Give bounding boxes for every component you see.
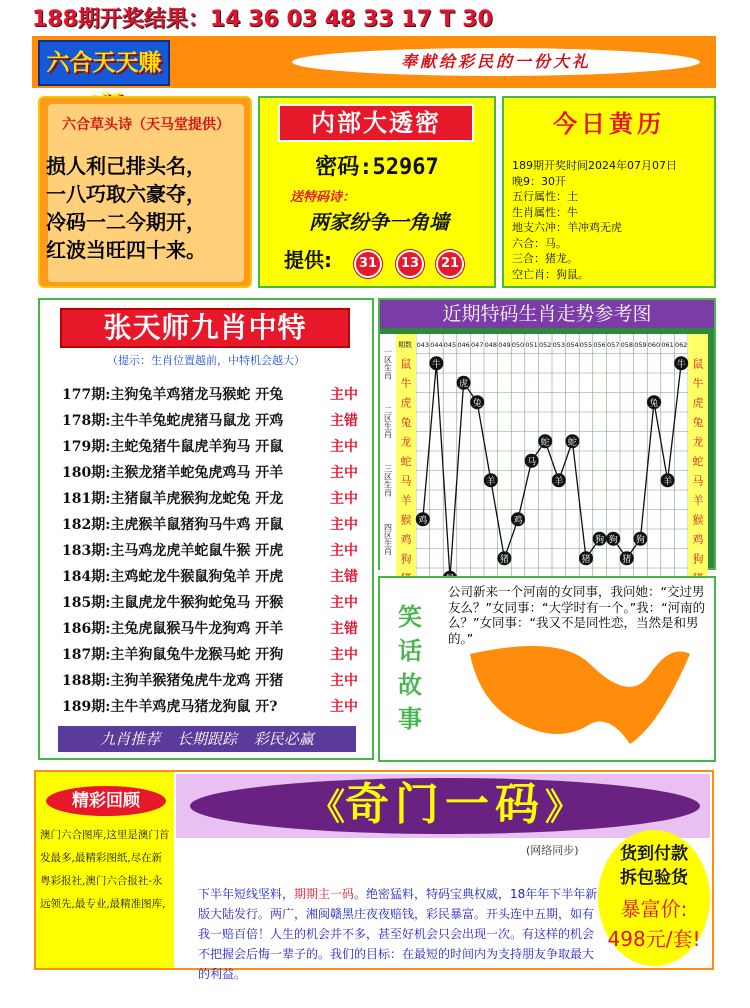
point-label: 猪 bbox=[622, 554, 632, 565]
x-tick-label: 055 bbox=[579, 341, 593, 349]
row-open: 开猪 bbox=[255, 673, 284, 689]
row-issue: 179期: bbox=[62, 439, 111, 455]
row-open: 开狗 bbox=[255, 647, 284, 663]
poem-line: 损人利己排头名， bbox=[46, 154, 206, 178]
number-ball: 21 bbox=[436, 250, 464, 278]
left-category-label: 兔 bbox=[400, 416, 412, 429]
row-result: 主中 bbox=[330, 387, 358, 403]
x-tick-label: 057 bbox=[606, 341, 620, 349]
row-result: 主中 bbox=[330, 543, 358, 559]
number-ball: 31 bbox=[354, 250, 382, 278]
right-category-label: 鼠 bbox=[692, 357, 704, 371]
x-tick-label: 045 bbox=[443, 341, 457, 349]
secret-code: 密码:52967 bbox=[315, 155, 439, 180]
x-tick-label: 060 bbox=[647, 341, 661, 349]
left-category-label: 龙 bbox=[400, 435, 412, 449]
trend-chart bbox=[380, 330, 714, 568]
prediction-row bbox=[62, 590, 372, 616]
row-picks: 主马鸡龙虎羊蛇鼠牛猴 bbox=[110, 543, 251, 559]
right-category-label: 马 bbox=[692, 474, 704, 488]
row-issue: 185期: bbox=[62, 595, 111, 611]
banner-title: 奇门一码 bbox=[345, 779, 545, 830]
row-picks: 主牛羊鸡虎马猪龙狗鼠 bbox=[110, 699, 251, 715]
prediction-row bbox=[62, 460, 372, 486]
row-result: 主中 bbox=[330, 439, 358, 455]
right-category-label: 鸡 bbox=[692, 533, 704, 546]
x-tick-label: 044 bbox=[430, 341, 443, 349]
row-open: 开虎 bbox=[255, 569, 284, 585]
almanac-title: 今日黄历 bbox=[553, 109, 665, 138]
x-tick-label: 061 bbox=[661, 341, 674, 349]
row-picks: 主蛇兔猪牛鼠虎羊狗马 bbox=[110, 439, 251, 455]
point-label: 鸡 bbox=[513, 515, 523, 526]
right-category-label: 狗 bbox=[692, 552, 704, 566]
header-slogan: 奉献给彩民的一份大礼 bbox=[292, 48, 700, 76]
poem-lines bbox=[46, 152, 256, 264]
story-title: 笑话故事 bbox=[398, 602, 422, 733]
row-picks: 主狗兔羊鸡猪龙马猴蛇 bbox=[110, 387, 251, 403]
side-group-label: 一区生肖 bbox=[383, 347, 393, 380]
row-picks: 主鼠虎龙牛猴狗蛇兔马 bbox=[110, 595, 251, 611]
price-label: 暴富价: bbox=[620, 897, 688, 921]
row-issue: 183期: bbox=[62, 543, 111, 559]
draw-result-banner: 188期开奖结果：14 36 03 48 33 17 T 30 bbox=[32, 7, 493, 32]
prediction-row bbox=[62, 486, 372, 512]
left-category-label: 马 bbox=[400, 474, 412, 488]
point-label: 蛇 bbox=[540, 437, 550, 448]
row-open: 开虎 bbox=[255, 543, 284, 559]
review-text: 澳门六合图库,这里是澳门首发最多,最精彩图纸,尽在新粤彩报社,澳门六合报社-永远领先,最专业,最精准图库, bbox=[40, 829, 170, 910]
row-open: 开鼠 bbox=[255, 517, 284, 533]
price-value: 498元/套! bbox=[607, 927, 701, 951]
price-block bbox=[598, 894, 710, 954]
row-picks: 主羊狗鼠兔牛龙猴马蛇 bbox=[110, 647, 251, 663]
right-category-label: 蛇 bbox=[692, 455, 704, 468]
row-issue: 189期: bbox=[62, 699, 111, 715]
side-group-label: 二区生肖 bbox=[383, 406, 393, 438]
row-open: 开羊 bbox=[255, 621, 284, 637]
left-category-label: 猴 bbox=[400, 513, 412, 527]
row-open: 开羊 bbox=[255, 465, 284, 481]
almanac-line: 189期开奖时间2024年07月07日 bbox=[512, 159, 677, 172]
row-result: 主中 bbox=[330, 465, 358, 481]
prediction-row bbox=[62, 382, 372, 408]
almanac-line: 地支六冲：羊冲鸡无虎 bbox=[512, 221, 622, 234]
prediction-row bbox=[62, 642, 372, 668]
right-category-label: 兔 bbox=[692, 416, 704, 429]
banner-bracket-left: 《 bbox=[308, 786, 345, 828]
nine-zodiac-hint: （提示：生肖位置越前，中特机会越大） bbox=[107, 354, 305, 367]
row-result: 主错 bbox=[330, 569, 358, 585]
qimen-banner bbox=[190, 778, 700, 834]
point-label: 猪 bbox=[581, 554, 591, 565]
point-label: 牛 bbox=[676, 359, 686, 370]
row-result: 主错 bbox=[330, 621, 358, 637]
sync-note: (网络同步) bbox=[526, 844, 579, 857]
point-label: 兔 bbox=[472, 398, 482, 409]
delivery-line: 拆包验货 bbox=[620, 868, 688, 888]
left-category-label: 蛇 bbox=[400, 455, 412, 468]
poem-label: 送特码诗： bbox=[290, 190, 356, 205]
x-tick-label: 052 bbox=[538, 341, 552, 349]
row-picks: 主狗羊猴猪兔虎牛龙鸡 bbox=[110, 673, 251, 689]
point-label: 羊 bbox=[486, 476, 496, 487]
point-label: 羊 bbox=[663, 476, 673, 487]
row-result: 主中 bbox=[330, 491, 358, 507]
point-label: 牛 bbox=[431, 359, 441, 370]
x-tick-label: 062 bbox=[674, 341, 688, 349]
row-open: 开? bbox=[255, 699, 278, 715]
point-label: 马 bbox=[527, 457, 537, 468]
row-issue: 180期: bbox=[62, 465, 111, 481]
delivery-terms bbox=[598, 842, 710, 890]
right-category-label: 虎 bbox=[692, 396, 704, 410]
poem-line: 冷码一二今期开， bbox=[46, 210, 206, 234]
promo-text bbox=[198, 884, 598, 984]
left-category-label: 狗 bbox=[400, 552, 412, 566]
prediction-row bbox=[62, 564, 372, 590]
x-tick-label: 046 bbox=[457, 341, 470, 349]
prediction-row bbox=[62, 668, 372, 694]
point-label: 鸡 bbox=[418, 515, 428, 526]
row-picks: 主鸡蛇龙牛猴鼠狗兔羊 bbox=[110, 569, 251, 585]
point-label: 狗 bbox=[608, 535, 618, 546]
promo-highlight: 期期主一码 bbox=[294, 887, 355, 901]
left-category-label: 虎 bbox=[400, 396, 412, 410]
point-label: 猪 bbox=[499, 554, 509, 565]
row-issue: 188期: bbox=[62, 673, 111, 689]
nine-zodiac-title: 张天师九肖中特 bbox=[60, 308, 350, 348]
almanac-line: 六合：马。 bbox=[512, 236, 567, 250]
left-category-label: 鸡 bbox=[400, 533, 412, 546]
x-tick-label: 048 bbox=[484, 341, 498, 349]
prediction-row bbox=[62, 512, 372, 538]
row-picks: 主猪鼠羊虎猴狗龙蛇兔 bbox=[110, 491, 251, 507]
x-tick-label: 049 bbox=[498, 341, 511, 349]
almanac-line: 空亡肖：狗鼠。 bbox=[512, 267, 589, 281]
promo-part: 。绝密猛料，特码宝典权威，18年年下半年新版大陆发行。两广，湘闽赣黑庄夜夜赔钱，彩民暴富。开头连中五期，如有我一赔百倍！人生的机会并不多，甚至好机会只会出现一次。有这样的机会不把握会后悔一辈子的。我们的目标：在最短的时间内为支持朋友争取最大的利益。 bbox=[198, 887, 598, 981]
x-tick-label: 043 bbox=[416, 341, 430, 349]
row-picks: 主兔虎鼠猴马牛龙狗鸡 bbox=[110, 621, 251, 637]
x-tick-label: 059 bbox=[634, 341, 647, 349]
row-issue: 181期: bbox=[62, 491, 111, 507]
left-category-label: 鼠 bbox=[400, 357, 412, 371]
point-label: 虎 bbox=[459, 379, 469, 390]
x-tick-label: 054 bbox=[566, 341, 579, 349]
nine-zodiac-footer: 九肖推荐 长期跟踪 彩民必赢 bbox=[58, 726, 356, 752]
point-label: 狗 bbox=[635, 535, 645, 546]
edition-badge: 六合天天赚 bbox=[38, 40, 170, 86]
x-tick-label: 047 bbox=[470, 341, 484, 349]
row-open: 开兔 bbox=[255, 387, 284, 403]
promo-part: 下半年短线坚料， bbox=[198, 887, 295, 901]
left-category-label: 羊 bbox=[400, 494, 412, 507]
row-open: 开猴 bbox=[255, 595, 284, 611]
row-result: 主中 bbox=[330, 595, 358, 611]
row-result: 主错 bbox=[330, 413, 358, 429]
special-poem: 两家纷争一角墙 bbox=[309, 210, 449, 234]
almanac-list bbox=[512, 158, 712, 282]
right-category-label: 牛 bbox=[692, 377, 704, 390]
right-category-label: 羊 bbox=[692, 494, 704, 507]
x-tick-label: 056 bbox=[593, 341, 606, 349]
point-label: 狗 bbox=[595, 535, 605, 546]
poem-line: 一八巧取六豪夺， bbox=[46, 182, 206, 206]
row-issue: 177期: bbox=[62, 387, 111, 403]
row-issue: 184期: bbox=[62, 569, 111, 585]
prediction-row bbox=[62, 408, 372, 434]
almanac-line: 生肖属性：牛 bbox=[512, 205, 578, 219]
row-issue: 182期: bbox=[62, 517, 111, 533]
prediction-row bbox=[62, 538, 372, 564]
row-result: 主中 bbox=[330, 647, 358, 663]
row-picks: 主猴龙猪羊蛇兔虎鸡马 bbox=[110, 465, 251, 481]
poem-title: 六合草头诗（天马堂提供） bbox=[62, 117, 230, 133]
side-group-label: 三区生肖 bbox=[383, 464, 393, 497]
x-tick-label: 051 bbox=[525, 341, 538, 349]
left-category-label: 牛 bbox=[400, 377, 412, 390]
x-tick-label: 053 bbox=[552, 341, 566, 349]
chart-corner-label: 期数 bbox=[398, 341, 412, 349]
review-title: 精彩回顾 bbox=[46, 786, 166, 816]
poem-line: 红波当旺四十来。 bbox=[46, 238, 206, 262]
provide-label: 提供: bbox=[284, 248, 332, 272]
chart-title: 近期特码生肖走势参考图 bbox=[380, 300, 714, 328]
x-tick-label: 058 bbox=[620, 341, 634, 349]
row-issue: 178期: bbox=[62, 413, 111, 429]
row-open: 开鼠 bbox=[255, 439, 284, 455]
row-picks: 主虎猴羊鼠猪狗马牛鸡 bbox=[110, 517, 251, 533]
secret-title: 内部大透密 bbox=[278, 104, 474, 142]
banner-bracket-right: 》 bbox=[545, 786, 582, 828]
row-result: 主中 bbox=[330, 699, 358, 715]
side-group-label: 四区生肖 bbox=[383, 523, 393, 555]
story-text: 公司新来一个河南的女同事，我问她：“交过男友么？”女同事：“大学时有一个。”我：“河南的么？”女同事：“我又不是同性恋，当然是和男的。” bbox=[448, 584, 706, 646]
row-open: 开龙 bbox=[255, 491, 284, 507]
row-result: 主中 bbox=[330, 673, 358, 689]
number-ball: 13 bbox=[396, 250, 424, 278]
almanac-line: 五行属性：土 bbox=[512, 190, 578, 203]
right-category-label: 猴 bbox=[692, 513, 704, 527]
row-issue: 186期: bbox=[62, 621, 111, 637]
row-open: 开鸡 bbox=[255, 413, 284, 429]
right-category-label: 龙 bbox=[692, 435, 704, 449]
delivery-line: 货到付款 bbox=[620, 844, 688, 864]
almanac-line: 三合：猪龙。 bbox=[512, 252, 578, 265]
prediction-row bbox=[62, 694, 372, 720]
prediction-row bbox=[62, 616, 372, 642]
prediction-row bbox=[62, 434, 372, 460]
row-picks: 主牛羊兔蛇虎猪马鼠龙 bbox=[110, 413, 251, 429]
point-label: 蛇 bbox=[567, 437, 577, 448]
point-label: 羊 bbox=[554, 476, 564, 487]
point-label: 兔 bbox=[649, 398, 659, 409]
row-result: 主中 bbox=[330, 517, 358, 533]
almanac-line: 晚9：30开 bbox=[512, 174, 566, 188]
row-issue: 187期: bbox=[62, 647, 111, 663]
x-tick-label: 050 bbox=[511, 341, 525, 349]
